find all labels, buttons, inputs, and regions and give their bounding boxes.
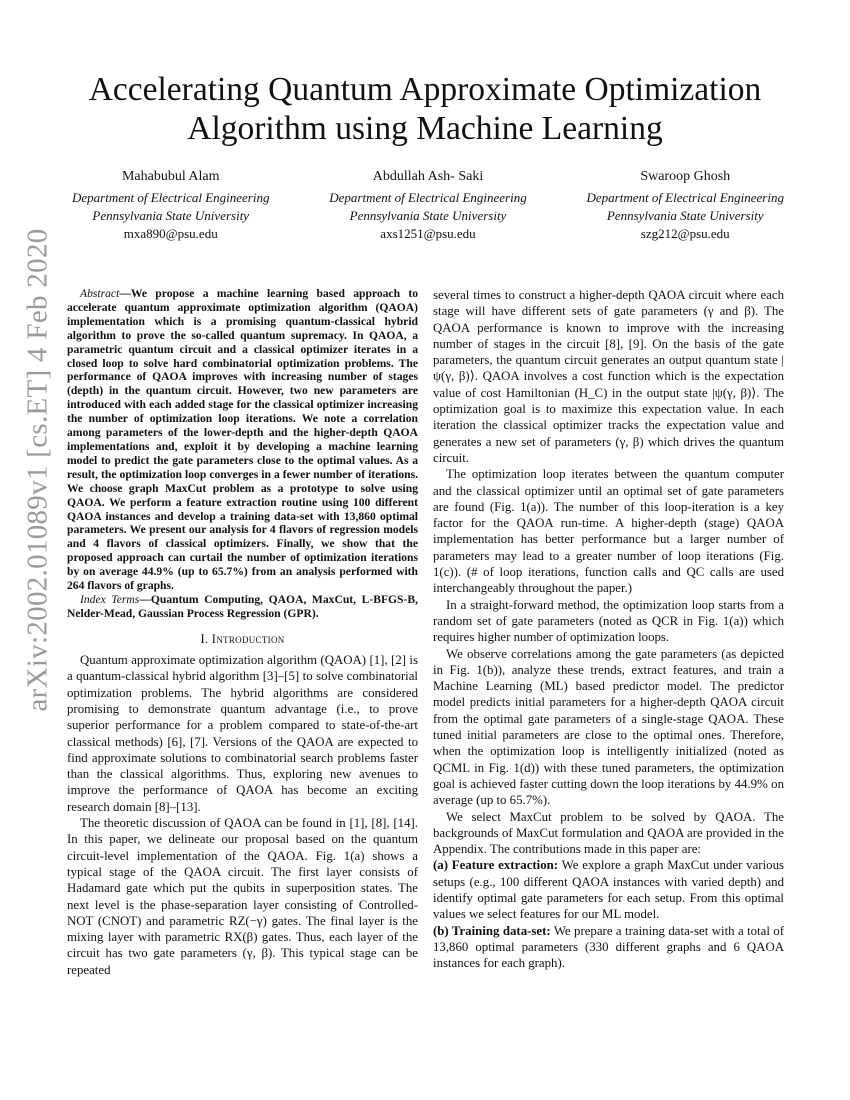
right-column <box>433 287 784 971</box>
abstract-label: Abstract <box>80 287 120 300</box>
author-3 <box>587 168 784 243</box>
author-name: Mahabubul Alam <box>121 169 220 184</box>
paragraph: several times to construct a higher-depth QAOA circuit where each stage will have different sets of gate parameters (γ and β). The QAOA performance is known to improve with the increasing number of stages in the circuit [8], [9]. On the basis of the gate parameters, the quantum circuit generates an output quantum state |ψ(γ, β)⟩. QAOA involves a cost function which is the expectation value of cost Hamiltonian (H_C) in the output state |ψ(γ, β)⟩. The optimization goal is to maximize this expectation value. In each iteration the classical optimizer tracks the expectation value and generates a new set of parameters (γ, β) which drives the quantum circuit. <box>433 288 784 465</box>
author-email: mxa890@psu.edu <box>123 226 218 241</box>
author-name: Swaroop Ghosh <box>640 169 731 184</box>
abstract-text: —We propose a machine learning based approach to accelerate quantum approximate optimization algorithm (QAOA) implementation which is a promising quantum-classical hybrid algorithm to prove the so-called quantum supremacy. In QAOA, a parametric quantum circuit and a classical optimizer iterates in a closed loop to solve hard combinatorial optimization problems. The performance of QAOA improves with increasing number of stages (depth) in the quantum circuit. However, two new parameters are introduced with each added stage for the classical optimizer increasing the number of optimization loop iterations. We note a correlation among parameters of the lower-depth and the higher-depth QAOA implementations and, exploit it by developing a machine learning model to predict the gate parameters close to the optimal values. As a result, the optimization loop converges in a fewer number of iterations. We choose graph MaxCut problem as a prototype to solve using QAOA. We perform a feature extraction routine using 100 different QAOA instances and develop a training data-set with 13,860 optimal parameters. We present our analysis for 4 flavors of regression models and 4 flavors of classical optimizers. Finally, we show that the proposed approach can curtail the number of optimization iterations by on average 44.9% (up to 65.7%) from an analysis performed with 264 flavors of graphs. <box>67 287 418 593</box>
arxiv-stamp <box>16 228 60 712</box>
paragraph: In a straight-forward method, the optimization loop starts from a random set of gate parameters (noted as QCR in Fig. 1(a)) which requires higher number of optimization loops. <box>433 597 784 645</box>
author-name: Abdullah Ash- Saki <box>372 169 484 184</box>
author-university: Pennsylvania State University <box>349 208 507 223</box>
section-title: Introduction <box>211 631 285 646</box>
left-column <box>67 287 418 978</box>
title-line-1: Accelerating Quantum Approximate Optimization <box>88 71 762 108</box>
index-terms <box>67 593 418 621</box>
author-department: Department of Electrical Engineering <box>72 190 270 205</box>
contribution-label: (a) Feature extraction: <box>433 858 559 873</box>
author-block <box>72 168 784 243</box>
paragraph: We select MaxCut problem to be solved by QAOA. The backgrounds of MaxCut formulation and QAOA are provided in the Appendix. The contributions made in this paper are: <box>433 809 784 857</box>
contribution-label: (b) Training data-set: <box>433 923 551 938</box>
paragraph: The optimization loop iterates between the quantum computer and the classical optimizer until an optimal set of gate parameters are found (Fig. 1(a)). The number of this loop-iteration is a key factor for the QAOA run-time. A higher-depth (stage) QAOA implementation has better performance but a larger number of parameters may lead to a greater number of loop iterations (Fig. 1(c)). (# of loop iterations, function calls and QC calls are used interchangeably throughout the paper.) <box>433 467 784 596</box>
paragraph: The theoretic discussion of QAOA can be found in [1], [8], [14]. In this paper, we delineate our proposal based on the quantum circuit-level implementation of the QAOA. Fig. 1(a) shows a typical stage of the QAOA circuit. The first layer consists of Hadamard gate which put the qubits in superposition states. The next level is the phase-separation layer consisting of Controlled-NOT (CNOT) and parametric RZ(−γ) gates. The final layer is the mixing layer with parametric RX(β) gates. Thus, each layer of the circuit has two gate parameters (γ, β). This typical stage can be repeated <box>67 816 418 977</box>
author-1 <box>72 168 269 243</box>
abstract <box>67 287 418 593</box>
index-terms-label: Index Terms <box>80 592 140 606</box>
arxiv-stamp-text: arXiv:2002.01089v1 [cs.ET] 4 Feb 2020 <box>21 228 54 712</box>
author-university: Pennsylvania State University <box>606 208 764 223</box>
section-number: I. <box>200 631 209 646</box>
section-heading <box>67 631 418 647</box>
author-department: Department of Electrical Engineering <box>329 190 527 205</box>
paper-title <box>60 70 790 148</box>
author-email: szg212@psu.edu <box>640 226 730 241</box>
contribution-text: We explore a graph MaxCut under various setups (e.g., 100 different QAOA instances with varied depth) and identify optimal gate parameters for each setup. From this optimal values we select features for our ML model. <box>433 858 784 922</box>
author-2 <box>329 168 526 243</box>
author-department: Department of Electrical Engineering <box>586 190 784 205</box>
author-email: axs1251@psu.edu <box>380 226 476 241</box>
contribution-item <box>433 923 784 972</box>
index-terms-text: —Quantum Computing, QAOA, MaxCut, L-BFGS-B, Nelder-Mead, Gaussian Process Regression (GPR). <box>67 592 418 620</box>
paragraph: We observe correlations among the gate parameters (as depicted in Fig. 1(b)), analyze these trends, extract features, and train a Machine Learning (ML) based predictor model. The predictor model predicts initial parameters for a higher-depth QAOA circuit from the optimal gate parameters of a single-stage QAOA. These tuned initial parameters are close to the optimal ones. Therefore, when the optimization loop is intelligently initialized (noted as QCML in Fig. 1(d)) with these tuned parameters, the optimization goal is achieved faster cutting down the loop iterations by 44.9% on average (up to 65.7%). <box>433 646 784 808</box>
contribution-text: We prepare a training data-set with a total of 13,860 optimal parameters (330 different graphs and 6 QAOA instances for each graph). <box>433 923 785 971</box>
contribution-item <box>433 857 784 922</box>
title-line-2: Algorithm using Machine Learning <box>187 110 663 147</box>
author-university: Pennsylvania State University <box>92 208 250 223</box>
paragraph: Quantum approximate optimization algorithm (QAOA) [1], [2] is a quantum-classical hybrid algorithm [3]–[5] to solve combinatorial optimization problems. The hybrid algorithms are considered promising to demonstrate quantum advantage (i.e., to prove superior performance for a problem compared to state-of-the-art classical methods) [6], [7]. Versions of the QAOA are expected to find approximate solutions to combinatorial search problems faster than the classical algorithms. Thus, exploring new avenues to improve the performance of QAOA has become an exciting research domain [8]–[13]. <box>67 653 418 814</box>
